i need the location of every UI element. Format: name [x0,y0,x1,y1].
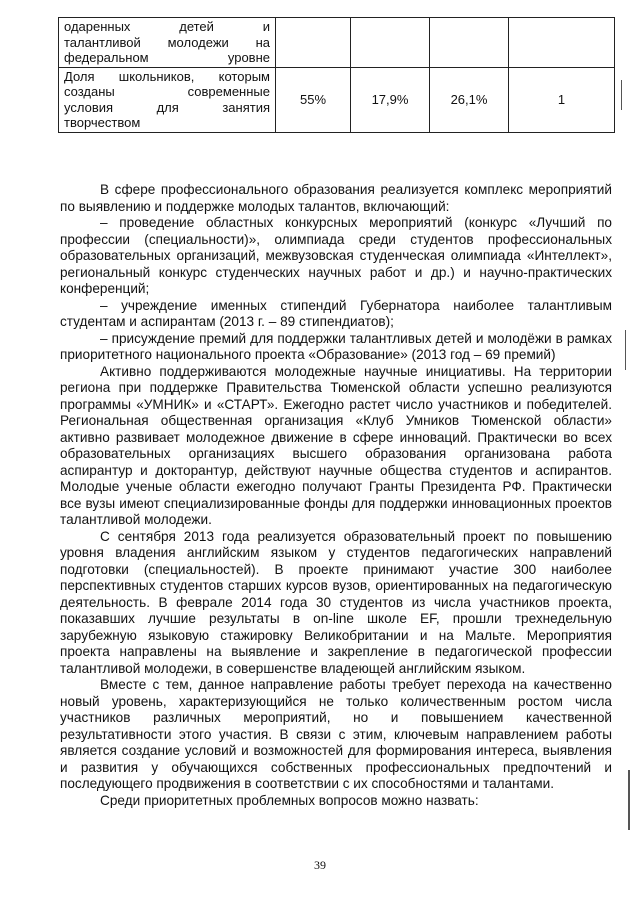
body-text [60,182,612,809]
table-row-label [59,18,276,68]
table-cell: 26,1% [430,67,509,132]
paragraph: С сентября 2013 года реализуется образовательный проект по повышению уровня владения английским языком у студентов педагогических направлений подготовки (специальностей). В проекте принимают участие 300 наиболее перспективных студентов старших курсов вузов, ориентированных на педагогическую деятельность. В феврале 2014 года 30 студентов из числа участников проекта, показавших лучшие результаты в on-line школе EF, прошли трехнедельную зарубежную языковую стажировку Великобритании и на Мальте. Мероприятия проекта направлены на выявление и закрепление в педагогической профессии талантливой молодежи, в совершенстве владеющей английским языком. [60,528,612,676]
paragraph: Активно поддерживаются молодежные научные инициативы. На территории региона при поддержке Правительства Тюменской области успешно реализуются программы «УМНИК» и «СТАРТ». Ежегодно растет число участников и победителей. Региональная общественная организация «Клуб Умников Тюменской области» активно развивает молодежное движение в сфере инноваций. Практически во всех образовательных организациях высшего образования организована работа аспирантур и докторантур, действуют научные общества студентов и аспирантов. Молодые ученые области ежегодно получают Гранты Президента РФ. Практически все вузы имеют специализированные фонды для поддержки инновационных проектов талантливой молодежи. [60,363,612,527]
indicators-table [58,17,615,133]
scan-edge-mark [628,770,630,830]
label-line: Доля школьников, которым [64,68,270,84]
label-line: талантливой молодежи на [64,34,270,50]
scan-edge-mark [621,80,622,110]
label-line: созданы современные [64,84,270,99]
table-cell [430,18,509,68]
table-cell: 17,9% [351,67,430,132]
label-line: творчеством [64,115,141,130]
paragraph: – проведение областных конкурсных мероприятий (конкурс «Лучший по профессии (специальности)», олимпиада среди студентов профессиональных образовательных организаций, межвузовская студенческая олимпиада «Интеллект», региональный конкурс студенческих научных работ и др.) и научно-практических конференций; [60,215,612,296]
table-cell [509,18,615,68]
table-cell [351,18,430,68]
paragraph: – присуждение премий для поддержки талантливых детей и молодёжи в рамках приоритетного национального проекта «Образование» (2013 год – 69 премий) [60,330,612,362]
paragraph: В сфере профессионального образования реализуется комплекс мероприятий по выявлению и поддержке молодых талантов, включающий: [60,182,612,214]
paragraph: – учреждение именных стипендий Губернатора наиболее талантливым студентам и аспирантам (2013 г. – 89 стипендиатов); [60,297,612,329]
paragraph: Вместе с тем, данное направление работы требует перехода на качественно новый уровень, характеризующийся не только количественным ростом числа участников различных мероприятий, но и повышением качественной результативности этого участия. В связи с этим, ключевым направлением работы является создание условий и возможностей для формирования интереса, выявления и развития у обучающихся собственных профессиональных предпочтений и последующего продвижения в соответствии с их способностями и талантами. [60,677,612,791]
table-row [59,67,615,132]
scan-edge-mark [625,330,626,370]
page-number: 39 [314,858,326,872]
table-row-label [59,67,276,132]
label-line: условия для занятия [64,99,270,115]
table-cell: 55% [276,67,351,132]
table-cell: 1 [509,67,615,132]
table-row [59,18,615,68]
label-line: федеральном уровне [64,50,270,65]
table-cell [276,18,351,68]
paragraph: Среди приоритетных проблемных вопросов можно назвать: [100,792,479,808]
label-line: одаренных детей и [64,19,270,34]
